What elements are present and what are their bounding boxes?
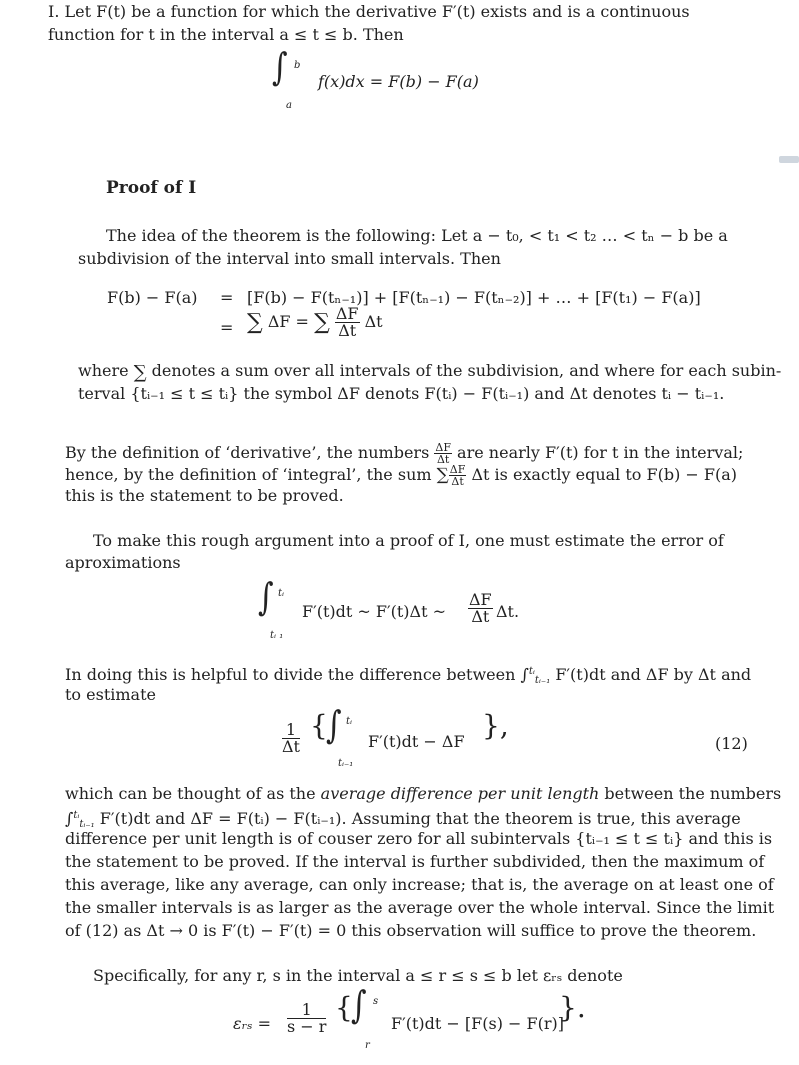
delta-fraction [335,306,360,339]
para3-line-2-a: hence, by the definition of ‘integral’, the sum [65,465,432,484]
sigma-symbol-2: ∑ [314,310,330,335]
para1-line-1: The idea of the theorem is the following: Let a − t₀, < t₁ < t₂ … < tₙ − b be a [106,226,728,245]
para5-line-1-b: F′(t)dt and ΔF by Δt and [555,665,752,684]
eq12-lower: tᵢ₋₁ [338,758,354,769]
upper-limit: b [294,60,301,71]
left-brace: { [310,709,328,742]
para5-line-1 [65,662,751,691]
para2-line-2: terval {tᵢ₋₁ ≤ t ≤ tᵢ} the symbol ΔF denots F(tᵢ) − F(tᵢ₋₁) and Δt denotes tᵢ − tᵢ₋₁. [78,384,725,403]
approx-fraction [468,592,493,625]
para4-line-2: aproximations [65,553,181,572]
approx-frac-num: ΔF [469,590,492,609]
para6-line-7: of (12) as Δt → 0 is F′(t) − F′(t) = 0 this observation will suffice to prove the theorem. [65,921,757,940]
para5-line-1-a: In doing this is helpful to divide the difference between [65,665,516,684]
scrollbar-marker[interactable] [779,156,799,163]
para6-line-6: the smaller intervals is as larger as the average over the whole interval. Since the limit [65,898,775,917]
para6-line-2-b: F′(t)dt and ΔF = F(tᵢ) − F(tᵢ₋₁). Assuming that the theorem is true, this average [99,809,741,828]
theorem-line-1: I. Let F(t) be a function for which the derivative F′(t) exists and is a continuous [48,2,690,21]
approx-frac-den: Δt [471,607,490,626]
para1-line-2: subdivision of the interval into small intervals. Then [78,249,501,268]
para6-line-1-b: between the numbers [599,784,782,803]
para6-line-1 [65,784,781,804]
small-delta-fraction [434,442,452,465]
eq12-den: Δt [282,737,300,756]
para6-line-1-a: which can be thought of as the [65,784,321,803]
para2-line-1-b: denotes a sum over all intervals of the subdivision, and where for each subin- [151,361,782,380]
final-lower: r [365,1040,370,1051]
integral-sign-2: ∫ [258,575,274,620]
para2-line-1 [78,361,781,383]
para2-line-1-a: where [78,361,129,380]
para6-line-5: this average, like any average, can only increase; that is, the average on at least one of [65,875,774,894]
inline-lower: tᵢ₋₁ [534,675,551,686]
inline-integral-2: ∫ [65,809,74,828]
sum-lhs: F(b) − F(a) [107,288,198,307]
small-frac-den-2: Δt [451,475,464,488]
eq12-body: F′(t)dt − ΔF [368,732,465,751]
para4-line-1: To make this rough argument into a proof of I, one must estimate the error of [93,531,724,550]
para3-line-2 [65,464,737,487]
approx-lower: tᵢ ₁ [270,630,284,641]
frac-num: ΔF [335,304,359,323]
inline-lower-2: tᵢ₋₁ [79,819,95,830]
sigma-symbol-3: ∑ [133,362,147,383]
sum-row-2 [247,306,383,352]
small-delta-fraction-2 [449,464,467,487]
proof-heading: Proof of I [106,178,197,198]
final-body: F′(t)dt − [F(s) − F(r)] [391,1014,564,1033]
right-brace: }, [482,709,509,742]
small-frac-num: ΔF [435,441,451,454]
eq12-upper: tᵢ [346,716,353,727]
para5-line-2: to estimate [65,685,156,704]
eq12-num: 1 [282,722,300,739]
para6-line-4: the statement to be proved. If the interval is further subdivided, then the maximum of [65,852,765,871]
final-lhs: εᵣₛ = [233,1014,272,1033]
integral-sign-4: ∫ [351,983,367,1028]
para3-line-3: this is the statement to be proved. [65,486,344,505]
approx-upper: tᵢ [278,588,285,599]
final-den: s − r [287,1017,327,1036]
final-num: 1 [287,1002,326,1019]
inline-upper: tᵢ [528,666,535,677]
para3-line-1 [65,442,743,465]
right-brace-2: }. [559,991,586,1024]
para7-line-1: Specifically, for any r, s in the interval a ≤ r ≤ s ≤ b let εᵣₛ denote [93,966,623,985]
inline-upper-2: tᵢ [73,810,80,821]
integral-sign-3: ∫ [326,703,342,748]
inline-integral: ∫ [520,665,529,684]
theorem-line-2: function for t in the interval a ≤ t ≤ b. Then [48,25,404,44]
equation-number-12: (12) [715,734,748,753]
final-fraction [287,1002,326,1035]
para3-line-1-a: By the definition of ‘derivative’, the numbers [65,443,430,462]
para6-line-3: difference per unit length is of couser zero for all subintervals {tᵢ₋₁ ≤ t ≤ tᵢ} and this is [65,829,773,848]
sigma-symbol: ∑ [247,310,263,335]
approx-body: F′(t)dt ~ F′(t)Δt ~ [302,602,447,621]
sum-equals-2: = [220,318,234,337]
eq12-fraction [282,722,300,755]
final-upper: s [373,996,379,1007]
sigma-symbol-4: ∑ [436,465,449,485]
sum-equals-1: = [220,288,234,307]
sum-row-2-a: ΔF = [267,312,309,331]
para3-line-1-b: are nearly F′(t) for t in the interval; [457,443,744,462]
lower-limit: a [286,100,292,111]
para3-line-2-b: Δt is exactly equal to F(b) − F(a) [471,465,738,484]
sum-row-1: [F(b) − F(tₙ₋₁)] + [F(tₙ₋₁) − F(tₙ₋₂)] + … + [F(t₁) − F(a)] [247,288,701,307]
sum-row-2-b: Δt [364,312,383,331]
small-frac-num-2: ΔF [449,463,466,476]
para6-emphasis: average difference per unit length [320,784,600,803]
approx-tail: Δt. [496,602,520,621]
left-brace-2: { [335,991,353,1024]
frac-den: Δt [338,321,357,340]
small-frac-den: Δt [436,453,450,466]
equation-body: f(x)dx = F(b) − F(a) [318,72,479,91]
integral-sign: ∫ [272,45,288,90]
